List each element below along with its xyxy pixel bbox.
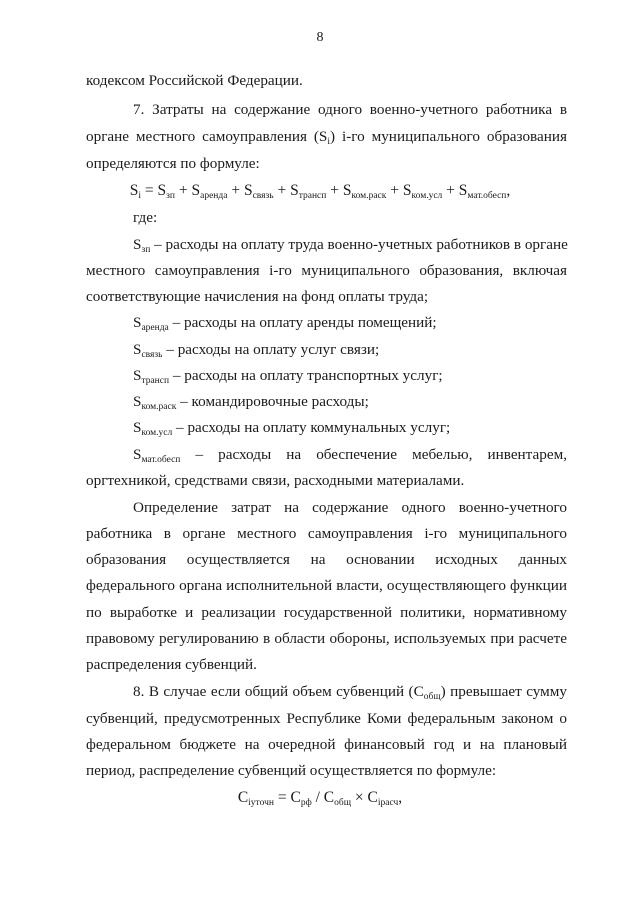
definition-zp: $S_{зп}$ – расходы на оплату труда военно-учетных работников в органе xyxy=(133,236,568,255)
definition-line: оргтехникой, средствами связи, расходными материалами. xyxy=(86,472,465,489)
paragraph-8-line: период, распределение субвенций осуществляется по формуле: xyxy=(86,762,497,779)
where-label: где: xyxy=(133,209,158,226)
paragraph-8-line: 8. В случае если общий объем субвенций $(С_{общ})$ превышает сумму xyxy=(133,683,567,702)
definition-transp: $S_{трансп}$ – расходы на оплату транспортных услуг; xyxy=(133,367,443,386)
definition-kom-rask: $S_{ком.раск}$ – командировочные расходы; xyxy=(133,393,369,412)
paragraph-7-line: органе местного самоуправления $(S_i)$ i-го муниципального образования xyxy=(86,128,568,147)
definition-kom-usl: $S_{ком.усл}$ – расходы на оплату коммунальных услуг; xyxy=(133,419,451,438)
definition-mat-obesp: $S_{мат.обесп}$ – расходы на обеспечение мебелью, инвентарем, xyxy=(133,446,567,465)
definition-arenda: $S_{аренда}$ – расходы на оплату аренды помещений; xyxy=(133,314,437,333)
paragraph-line: Определение затрат на содержание одного военно-учетного xyxy=(133,499,567,516)
paragraph-line: по выработке и реализации государственной политики, нормативному xyxy=(86,604,567,621)
paragraph-8-line: федеральном бюджете на очередной финансовый год и на плановый xyxy=(86,736,567,753)
paragraph-line: работника в органе местного самоуправления i-го муниципального xyxy=(86,525,567,542)
paragraph-7-line: определяются по формуле: xyxy=(86,155,260,172)
definition-svyaz: $S_{связь}$ – расходы на оплату услуг связи; xyxy=(133,341,380,360)
paragraph-7-line: 7. Затраты на содержание одного военно-учетного работника в xyxy=(133,101,567,118)
paragraph-line: образования осуществляется на основании исходных данных xyxy=(86,551,567,568)
definition-line: местного самоуправления i-го муниципального образования, включая xyxy=(86,262,567,279)
text-line: кодексом Российской Федерации. xyxy=(86,72,303,89)
paragraph-line: распределения субвенций. xyxy=(86,656,257,673)
definition-line: соответствующие начисления на фонд оплаты труда; xyxy=(86,288,429,305)
formula-si: $S_i = S_{зп} + S_{аренда} + S_{связь} + S_{трансп} + S_{ком.раск} + S_{ком.усл} + S_{мат.обесп}$, xyxy=(129,182,511,201)
page-number: 8 xyxy=(316,30,324,45)
paragraph-8-line: субвенций, предусмотренных Республике Коми федеральным законом о xyxy=(86,710,567,727)
paragraph-line: федерального органа исполнительной власти, осуществляющего функции xyxy=(86,577,567,594)
formula-c-iutochn: $C_{iуточн} = C_{рф} / C_{общ} \times C_{iрасч}$, xyxy=(237,789,403,808)
paragraph-line: правовому регулированию в области обороны, используемых при расчете xyxy=(86,630,567,647)
